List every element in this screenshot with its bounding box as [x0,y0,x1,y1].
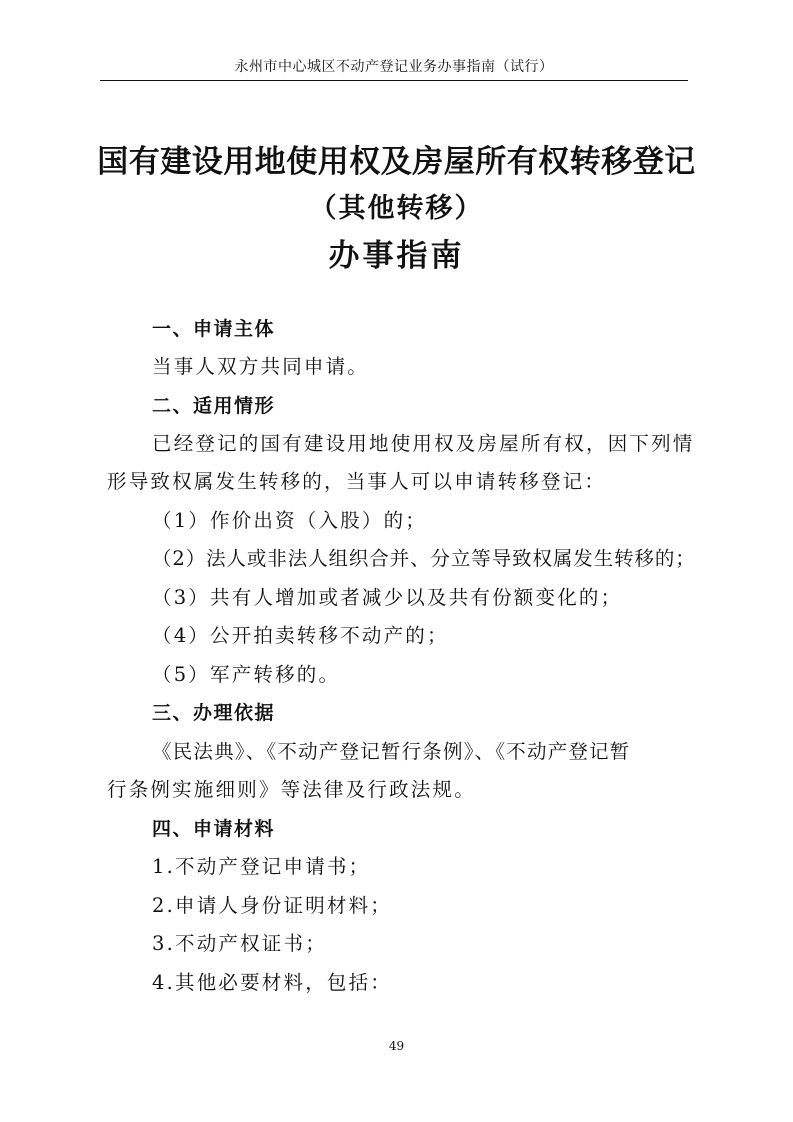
title-line-subtitle: （其他转移） [309,193,484,224]
title-line-guide: 办事指南 [328,238,465,274]
material-item: 2.申请人身份证明材料； [152,894,393,917]
basis-text-line-1: 《民法典》、《不动产登记暂行条例》、《不动产登记暂 [152,740,631,763]
scenario-item: （2）法人或非法人组织合并、分立等导致权属发生转移的； [152,547,696,570]
title-line-main: 国有建设用地使用权及房屋所有权转移登记 [97,144,696,180]
header-rule [100,80,688,81]
scenario-item: （3）共有人增加或者减少以及共有份额变化的； [152,586,623,609]
scenario-item: （5）军产转移的。 [152,663,341,686]
scenarios-intro-line-1: 已经登记的国有建设用地使用权及房屋所有权，因下列情 [152,432,695,455]
section-heading-basis: 三、办理依据 [152,702,276,724]
material-item: 4.其他必要材料，包括： [152,971,393,994]
section-heading-materials: 四、申请材料 [152,818,276,840]
material-item: 3.不动产权证书； [152,932,327,955]
running-header: 永州市中心城区不动产登记业务办事指南（试行） [234,59,554,75]
document-title [60,138,733,280]
scenarios-intro-line-2: 形导致权属发生转移的，当事人可以申请转移登记： [107,470,607,493]
scenario-item: （1）作价出资（入股）的； [152,509,428,532]
basis-text-line-2: 行条例实施细则》等法律及行政法规。 [107,778,476,801]
material-item: 1.不动产登记申请书； [152,855,371,878]
applicant-text: 当事人双方共同申请。 [152,355,370,378]
section-heading-applicant: 一、申请主体 [152,318,276,340]
section-heading-scenarios: 二、适用情形 [152,395,276,417]
page-number: 49 [388,1039,405,1053]
scenario-item: （4）公开拍卖转移不动产的； [152,624,449,647]
